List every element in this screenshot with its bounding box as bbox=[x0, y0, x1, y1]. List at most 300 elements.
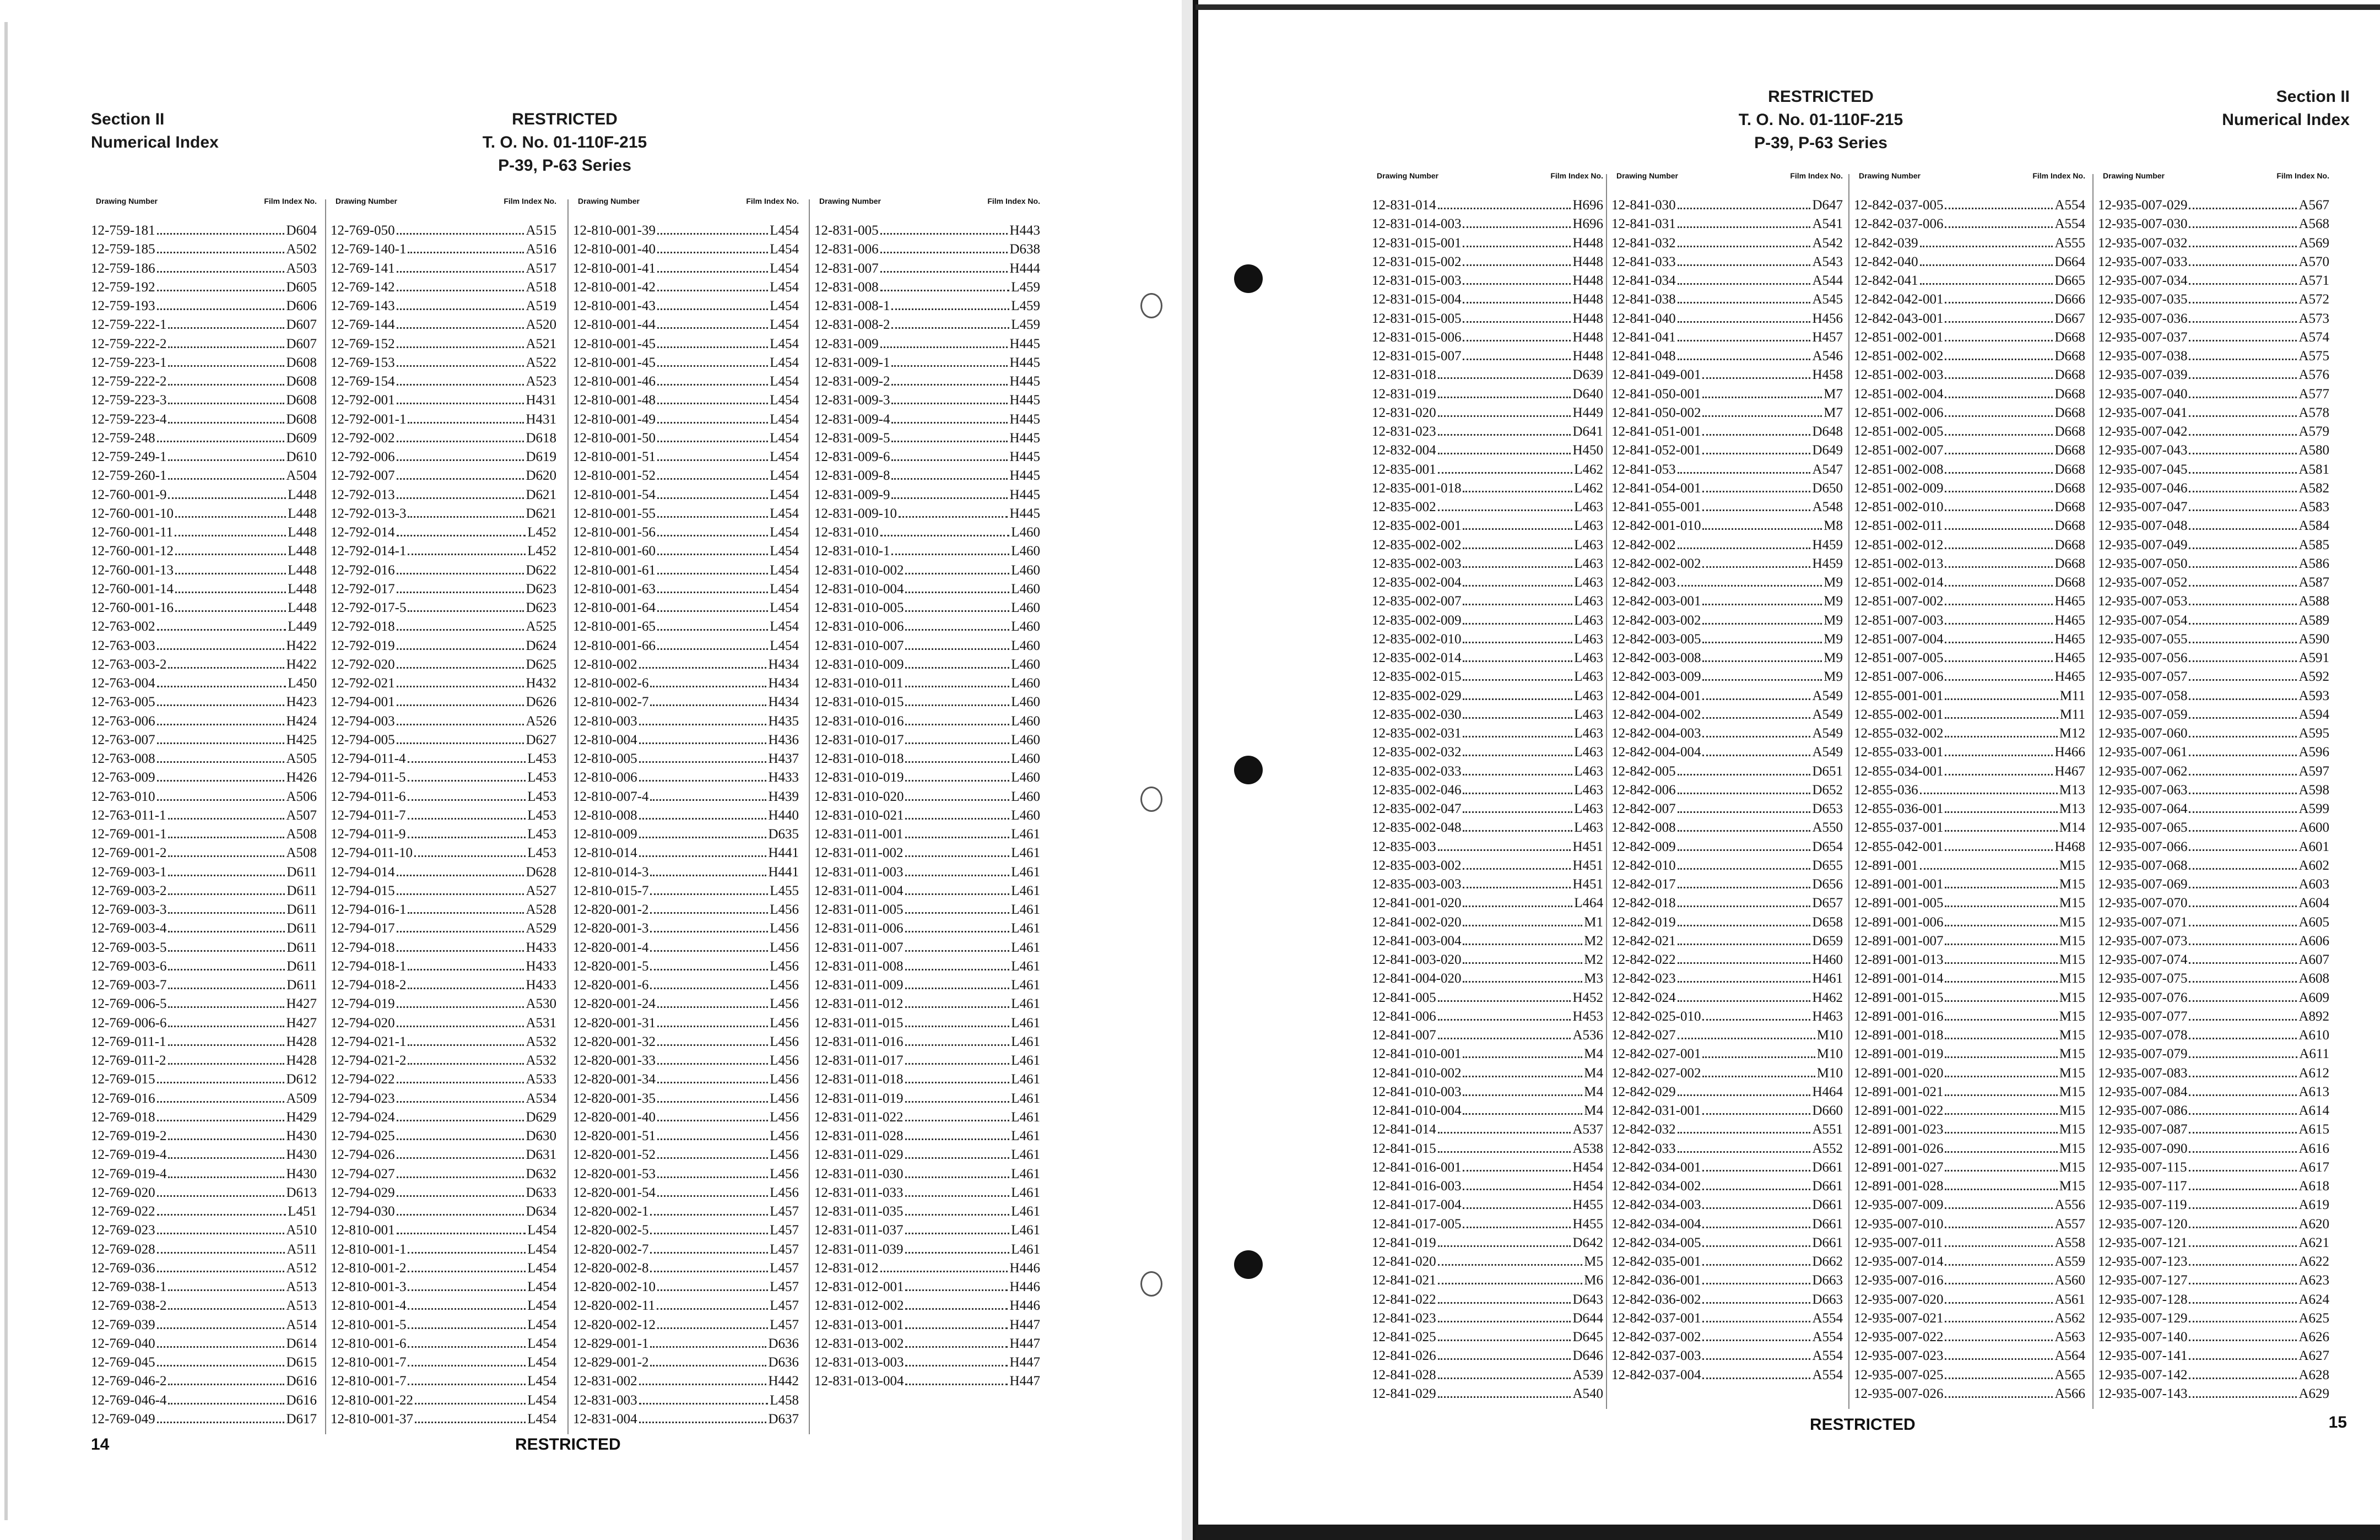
dot-leader bbox=[880, 339, 1008, 348]
index-entry bbox=[573, 580, 799, 599]
film-index-number: L461 bbox=[1011, 845, 1040, 861]
film-index-number: A619 bbox=[2298, 1197, 2329, 1213]
drawing-number: 12-831-013-003 bbox=[814, 1355, 904, 1370]
film-index-number: L463 bbox=[1574, 556, 1603, 571]
drawing-number: 12-820-002-12 bbox=[573, 1317, 656, 1332]
dot-leader bbox=[1702, 1275, 1810, 1284]
dot-leader bbox=[2189, 1011, 2297, 1021]
dot-leader bbox=[1702, 691, 1810, 700]
dot-leader bbox=[157, 1338, 285, 1348]
index-entry bbox=[814, 278, 1040, 297]
dot-leader bbox=[905, 753, 1009, 763]
drawing-number: 12-769-153 bbox=[331, 355, 395, 370]
index-entry bbox=[1854, 253, 2085, 272]
index-entry bbox=[91, 617, 317, 636]
film-index-number: D653 bbox=[1812, 801, 1843, 816]
index-entry bbox=[331, 523, 556, 542]
film-index-number: H430 bbox=[286, 1147, 317, 1163]
film-index-number: A558 bbox=[2054, 1235, 2085, 1250]
drawing-number: 12-831-009-3 bbox=[814, 393, 890, 408]
drawing-number: 12-842-002 bbox=[1611, 537, 1676, 552]
dot-leader bbox=[397, 584, 524, 593]
drawing-number: 12-831-018 bbox=[1372, 367, 1436, 383]
film-index-number: L454 bbox=[770, 638, 799, 653]
dot-leader bbox=[2189, 1162, 2297, 1172]
dot-leader bbox=[905, 961, 1010, 970]
drawing-number: 12-935-007-060 bbox=[2098, 726, 2188, 741]
index-entry bbox=[2098, 1328, 2329, 1347]
dot-leader bbox=[397, 452, 524, 461]
film-index-number: L460 bbox=[1011, 581, 1040, 597]
film-index-number: H433 bbox=[526, 940, 556, 955]
dot-leader bbox=[1463, 747, 1572, 756]
drawing-number: 12-835-002-010 bbox=[1372, 631, 1462, 647]
film-index-header: Film Index No. bbox=[504, 197, 556, 205]
index-entry bbox=[1854, 1083, 2085, 1102]
drawing-number: 12-935-007-059 bbox=[2098, 707, 2188, 722]
dot-leader bbox=[168, 414, 284, 424]
film-index-number: D663 bbox=[1812, 1292, 1843, 1307]
index-entry bbox=[331, 1051, 556, 1070]
drawing-number: 12-835-002-003 bbox=[1372, 556, 1462, 571]
index-entry bbox=[814, 1240, 1040, 1259]
drawing-number: 12-935-007-016 bbox=[1854, 1273, 1944, 1288]
drawing-number: 12-831-011-004 bbox=[814, 883, 904, 898]
drawing-number: 12-820-001-54 bbox=[573, 1185, 656, 1200]
dot-leader bbox=[1945, 1389, 2053, 1398]
dot-leader bbox=[1945, 1143, 2057, 1153]
drawing-number: 12-810-001-63 bbox=[573, 581, 656, 597]
dot-leader bbox=[1463, 1200, 1571, 1209]
index-entry bbox=[91, 637, 317, 655]
drawing-number: 12-759-185 bbox=[91, 242, 155, 257]
drawing-number-header: Drawing Number bbox=[1616, 171, 1678, 180]
film-index-number: L460 bbox=[1011, 638, 1040, 653]
index-entry bbox=[1372, 1385, 1603, 1403]
dot-leader bbox=[1463, 709, 1572, 719]
index-entry bbox=[2098, 951, 2329, 969]
dot-leader bbox=[657, 376, 768, 386]
film-index-number: L454 bbox=[527, 1260, 556, 1276]
film-index-number: D639 bbox=[1572, 367, 1603, 383]
drawing-number: 12-842-036-001 bbox=[1611, 1273, 1701, 1288]
index-entry bbox=[1611, 460, 1843, 479]
dot-leader bbox=[1945, 445, 2053, 454]
dot-leader bbox=[1463, 917, 1582, 926]
film-index-number: A586 bbox=[2298, 556, 2329, 571]
dot-leader bbox=[880, 282, 1010, 291]
drawing-number: 12-794-001 bbox=[331, 695, 395, 710]
film-index-number: A609 bbox=[2298, 990, 2329, 1005]
index-entry bbox=[2098, 234, 2329, 253]
dot-leader bbox=[408, 1357, 526, 1367]
drawing-number: 12-769-036 bbox=[91, 1260, 155, 1276]
dot-leader bbox=[397, 1093, 524, 1103]
index-entry bbox=[1854, 1158, 2085, 1177]
drawing-number: 12-810-001-49 bbox=[573, 411, 656, 427]
drawing-number: 12-769-143 bbox=[331, 299, 395, 313]
index-entry bbox=[1611, 385, 1843, 404]
drawing-number: 12-835-002-009 bbox=[1372, 612, 1462, 628]
drawing-number: 12-855-002-001 bbox=[1854, 707, 1944, 722]
drawing-number: 12-810-002 bbox=[573, 657, 637, 672]
page-border-left bbox=[1193, 0, 1198, 1540]
film-index-number: M4 bbox=[1584, 1084, 1603, 1099]
dot-leader bbox=[905, 923, 1010, 932]
dot-leader bbox=[397, 641, 524, 650]
drawing-number: 12-935-007-090 bbox=[2098, 1141, 2188, 1156]
drawing-number: 12-851-002-002 bbox=[1854, 349, 1944, 364]
index-entry bbox=[814, 523, 1040, 542]
index-entry bbox=[1854, 1045, 2085, 1064]
drawing-number: 12-759-193 bbox=[91, 299, 155, 313]
film-index-number: L460 bbox=[1011, 619, 1040, 635]
film-index-number: H454 bbox=[1572, 1179, 1603, 1194]
film-index-number: D616 bbox=[286, 1374, 317, 1389]
index-entry bbox=[1372, 328, 1603, 347]
dot-leader bbox=[1463, 1087, 1582, 1096]
dot-leader bbox=[1438, 1389, 1571, 1398]
film-index-number: H452 bbox=[1572, 990, 1603, 1005]
index-entry bbox=[331, 505, 556, 523]
dot-leader bbox=[157, 1112, 285, 1121]
index-entry bbox=[2098, 1347, 2329, 1365]
drawing-number: 12-935-007-127 bbox=[2098, 1273, 2188, 1288]
dot-leader bbox=[905, 980, 1010, 989]
dot-leader bbox=[2189, 879, 2297, 888]
index-entry bbox=[1372, 498, 1603, 517]
drawing-number: 12-769-040 bbox=[91, 1336, 155, 1351]
index-entry bbox=[91, 825, 317, 844]
dot-leader bbox=[1463, 728, 1572, 738]
drawing-number: 12-759-192 bbox=[91, 279, 155, 295]
film-index-number: L463 bbox=[1574, 650, 1603, 665]
drawing-number: 12-831-011-017 bbox=[814, 1053, 904, 1068]
dot-leader bbox=[168, 923, 285, 932]
film-index-number: D618 bbox=[526, 430, 556, 446]
dot-leader bbox=[397, 716, 524, 725]
film-index-number: L453 bbox=[527, 827, 556, 842]
drawing-number: 12-794-026 bbox=[331, 1147, 395, 1163]
dot-leader bbox=[397, 1169, 524, 1178]
drawing-number: 12-792-021 bbox=[331, 676, 395, 691]
index-entry bbox=[91, 1372, 317, 1391]
drawing-number-header: Drawing Number bbox=[335, 197, 397, 205]
film-index-number: L454 bbox=[770, 317, 799, 333]
drawing-number-header: Drawing Number bbox=[95, 197, 158, 205]
film-index-number: M15 bbox=[2059, 971, 2085, 986]
film-index-number: M2 bbox=[1584, 933, 1603, 948]
dot-leader bbox=[1945, 917, 2057, 926]
dot-leader bbox=[657, 263, 768, 273]
dot-leader bbox=[408, 1376, 526, 1385]
dot-leader bbox=[408, 1263, 526, 1272]
drawing-number: 12-851-007-004 bbox=[1854, 631, 1944, 647]
drawing-number: 12-842-036-002 bbox=[1611, 1292, 1701, 1307]
index-entry bbox=[1372, 706, 1603, 724]
column-header bbox=[91, 194, 317, 221]
index-entry bbox=[1611, 687, 1843, 706]
film-index-number: M15 bbox=[2059, 877, 2085, 892]
index-entry bbox=[1372, 781, 1603, 800]
drawing-number: 12-935-007-066 bbox=[2098, 839, 2188, 854]
film-index-number: H447 bbox=[1009, 1355, 1040, 1370]
dot-leader bbox=[1945, 728, 2057, 738]
index-entry bbox=[1372, 460, 1603, 479]
film-index-number: D607 bbox=[286, 317, 317, 333]
film-index-header: Film Index No. bbox=[1790, 171, 1843, 180]
index-entry bbox=[1854, 913, 2085, 932]
film-index-number: A536 bbox=[1572, 1028, 1603, 1043]
index-entry bbox=[814, 335, 1040, 354]
dot-leader bbox=[657, 1055, 768, 1065]
column-header bbox=[1372, 169, 1603, 196]
film-index-number: D662 bbox=[1812, 1254, 1843, 1269]
film-index-number: A568 bbox=[2298, 216, 2329, 232]
index-entry bbox=[814, 297, 1040, 316]
film-index-number: M4 bbox=[1584, 1065, 1603, 1081]
dot-leader bbox=[905, 1376, 1008, 1385]
dot-leader bbox=[168, 1149, 284, 1159]
drawing-number: 12-769-050 bbox=[331, 223, 395, 238]
drawing-number: 12-794-003 bbox=[331, 713, 395, 729]
film-index-number: A541 bbox=[1812, 216, 1843, 232]
index-entry bbox=[91, 221, 317, 240]
column-divider bbox=[809, 199, 810, 1434]
film-index-number: D616 bbox=[286, 1392, 317, 1408]
film-index-number: D651 bbox=[1812, 763, 1843, 779]
drawing-number: 12-831-010-021 bbox=[814, 807, 904, 823]
drawing-number: 12-841-050-001 bbox=[1611, 386, 1701, 402]
film-index-number: M15 bbox=[2059, 1141, 2085, 1156]
index-entry bbox=[91, 316, 317, 334]
drawing-number: 12-935-007-009 bbox=[1854, 1197, 1944, 1213]
dot-leader bbox=[397, 376, 524, 386]
film-index-number: H465 bbox=[2054, 612, 2085, 628]
dot-leader bbox=[408, 1338, 526, 1348]
film-index-number: A582 bbox=[2298, 480, 2329, 496]
film-index-number: A539 bbox=[1572, 1367, 1603, 1382]
dot-leader bbox=[408, 1282, 526, 1291]
film-index-number: M15 bbox=[2059, 914, 2085, 930]
film-index-number: L460 bbox=[1011, 544, 1040, 559]
index-entry bbox=[814, 919, 1040, 938]
dot-leader bbox=[2189, 238, 2297, 247]
film-index-number: L463 bbox=[1574, 612, 1603, 628]
dot-leader bbox=[650, 980, 768, 989]
dot-leader bbox=[905, 999, 1010, 1008]
index-entry bbox=[331, 1335, 556, 1353]
dot-leader bbox=[1945, 615, 2053, 625]
drawing-number: 12-842-027-002 bbox=[1611, 1065, 1701, 1081]
film-index-number: D657 bbox=[1812, 896, 1843, 911]
film-index-number: A550 bbox=[1812, 820, 1843, 836]
index-entry bbox=[2098, 347, 2329, 366]
film-index-number: H456 bbox=[1812, 311, 1843, 326]
index-entry-list bbox=[1611, 196, 1843, 1385]
index-entry bbox=[2098, 404, 2329, 422]
dot-leader bbox=[1438, 993, 1571, 1002]
index-entry bbox=[573, 1372, 799, 1391]
film-index-number: A625 bbox=[2298, 1310, 2329, 1326]
dot-leader bbox=[905, 1320, 1008, 1329]
drawing-number: 12-831-011-018 bbox=[814, 1072, 904, 1087]
drawing-number: 12-841-016-001 bbox=[1372, 1159, 1462, 1175]
dot-leader bbox=[1678, 1087, 1811, 1096]
dot-leader bbox=[1945, 313, 2053, 323]
film-index-number: H433 bbox=[526, 958, 556, 974]
index-entry bbox=[1854, 969, 2085, 988]
film-index-header: Film Index No. bbox=[987, 197, 1040, 205]
index-entry bbox=[573, 882, 799, 901]
dot-leader bbox=[1945, 502, 2053, 511]
dot-leader bbox=[168, 659, 284, 669]
drawing-number: 12-810-001-52 bbox=[573, 468, 656, 484]
index-entry bbox=[1854, 1271, 2085, 1290]
drawing-number: 12-935-007-084 bbox=[2098, 1084, 2188, 1099]
index-entry bbox=[1372, 253, 1603, 272]
index-entry bbox=[2098, 989, 2329, 1007]
dot-leader bbox=[157, 641, 285, 650]
index-entry bbox=[1611, 290, 1843, 309]
drawing-number: 12-835-002-046 bbox=[1372, 782, 1462, 798]
index-entry bbox=[814, 901, 1040, 919]
index-entry bbox=[1854, 951, 2085, 969]
drawing-number: 12-935-007-036 bbox=[2098, 311, 2188, 326]
index-entry bbox=[91, 1108, 317, 1127]
index-entry bbox=[1854, 1328, 2085, 1347]
film-index-number: L448 bbox=[288, 600, 317, 615]
film-index-number: L463 bbox=[1574, 782, 1603, 798]
drawing-number: 12-810-001 bbox=[331, 1223, 395, 1238]
film-index-number: A620 bbox=[2298, 1216, 2329, 1232]
film-index-number: L461 bbox=[1011, 921, 1040, 936]
film-index-number: A572 bbox=[2298, 292, 2329, 307]
index-entry bbox=[331, 1240, 556, 1259]
drawing-number: 12-851-002-001 bbox=[1854, 329, 1944, 345]
dot-leader bbox=[1463, 671, 1572, 681]
index-entry bbox=[1854, 1007, 2085, 1026]
drawing-number: 12-769-049 bbox=[91, 1411, 155, 1427]
dot-leader bbox=[1702, 596, 1822, 605]
drawing-number: 12-841-007 bbox=[1372, 1028, 1436, 1043]
index-entry bbox=[91, 1391, 317, 1410]
dot-leader bbox=[1702, 615, 1822, 625]
index-entry bbox=[2098, 1007, 2329, 1026]
section-title: Section II bbox=[91, 110, 165, 128]
dot-leader bbox=[2189, 955, 2297, 964]
dot-leader bbox=[905, 1338, 1008, 1348]
film-index-number: A538 bbox=[1572, 1141, 1603, 1156]
drawing-number: 12-792-014 bbox=[331, 525, 395, 540]
drawing-number: 12-841-003-020 bbox=[1372, 952, 1462, 967]
index-entry bbox=[2098, 894, 2329, 913]
index-entry bbox=[331, 1202, 556, 1221]
dot-leader bbox=[1945, 1370, 2053, 1379]
index-entry bbox=[573, 1240, 799, 1259]
drawing-number: 12-831-009 bbox=[814, 336, 879, 351]
dot-leader bbox=[657, 999, 768, 1008]
film-index-number: A597 bbox=[2298, 763, 2329, 779]
index-entry bbox=[1611, 517, 1843, 535]
dot-leader bbox=[1438, 1143, 1571, 1153]
dot-leader bbox=[657, 433, 768, 442]
film-index-number: A566 bbox=[2054, 1386, 2085, 1401]
column-header bbox=[1611, 169, 1843, 196]
film-index-number: H445 bbox=[1009, 411, 1040, 427]
dot-leader bbox=[1702, 1181, 1810, 1190]
film-index-number: A549 bbox=[1812, 745, 1843, 760]
column-divider bbox=[567, 199, 569, 1434]
film-index-number: D637 bbox=[768, 1411, 799, 1427]
index-entry bbox=[1611, 1140, 1843, 1158]
film-index-number: A554 bbox=[2054, 216, 2085, 232]
dot-leader bbox=[905, 678, 1010, 687]
dot-leader bbox=[168, 452, 284, 461]
dot-leader bbox=[657, 1282, 768, 1291]
film-index-number: A540 bbox=[1572, 1386, 1603, 1401]
index-entry bbox=[814, 1335, 1040, 1353]
film-index-number: A543 bbox=[1812, 254, 1843, 269]
dot-leader bbox=[1945, 520, 2053, 530]
index-entry bbox=[91, 1240, 317, 1259]
index-entry bbox=[1611, 498, 1843, 517]
index-entry bbox=[1854, 385, 2085, 404]
film-index-number: A592 bbox=[2298, 669, 2329, 685]
film-index-number: L461 bbox=[1011, 1147, 1040, 1163]
index-entry bbox=[1372, 592, 1603, 611]
index-entry bbox=[331, 919, 556, 938]
drawing-number: 12-842-009 bbox=[1611, 839, 1676, 854]
drawing-number: 12-891-001-006 bbox=[1854, 914, 1944, 930]
film-index-number: D661 bbox=[1812, 1197, 1843, 1213]
index-entry bbox=[2098, 460, 2329, 479]
dot-leader bbox=[657, 546, 768, 555]
binder-hole bbox=[1234, 756, 1263, 784]
drawing-number: 12-831-010-009 bbox=[814, 657, 904, 672]
film-index-number: L461 bbox=[1011, 1185, 1040, 1200]
dot-leader bbox=[905, 1187, 1010, 1197]
index-entry bbox=[2098, 1271, 2329, 1290]
dot-leader bbox=[157, 621, 286, 631]
film-index-number: L454 bbox=[770, 449, 799, 464]
footer-restricted: RESTRICTED bbox=[515, 1435, 621, 1454]
dot-leader bbox=[397, 942, 524, 952]
drawing-number: 12-810-001-1 bbox=[331, 1241, 407, 1257]
index-entry bbox=[814, 1033, 1040, 1051]
index-entry bbox=[331, 731, 556, 750]
dot-leader bbox=[397, 1018, 524, 1027]
dot-leader bbox=[1945, 219, 2053, 228]
index-entry bbox=[1372, 762, 1603, 781]
dot-leader bbox=[1702, 1256, 1810, 1266]
drawing-number: 12-831-011-005 bbox=[814, 902, 904, 917]
film-index-number: D638 bbox=[1009, 242, 1040, 257]
index-entry bbox=[1611, 1158, 1843, 1177]
film-index-number: A607 bbox=[2298, 952, 2329, 967]
film-index-number: H439 bbox=[768, 789, 799, 804]
film-index-number: M15 bbox=[2059, 1159, 2085, 1175]
index-entry bbox=[814, 1146, 1040, 1164]
index-entry bbox=[1854, 1385, 2085, 1403]
drawing-number: 12-820-002-7 bbox=[573, 1241, 649, 1257]
film-index-number: A556 bbox=[2054, 1197, 2085, 1213]
film-index-number: A530 bbox=[526, 996, 556, 1012]
drawing-number: 12-759-260-1 bbox=[91, 468, 167, 484]
drawing-number: 12-831-009-9 bbox=[814, 487, 890, 502]
film-index-number: H422 bbox=[286, 657, 317, 672]
film-index-number: L456 bbox=[770, 1185, 799, 1200]
